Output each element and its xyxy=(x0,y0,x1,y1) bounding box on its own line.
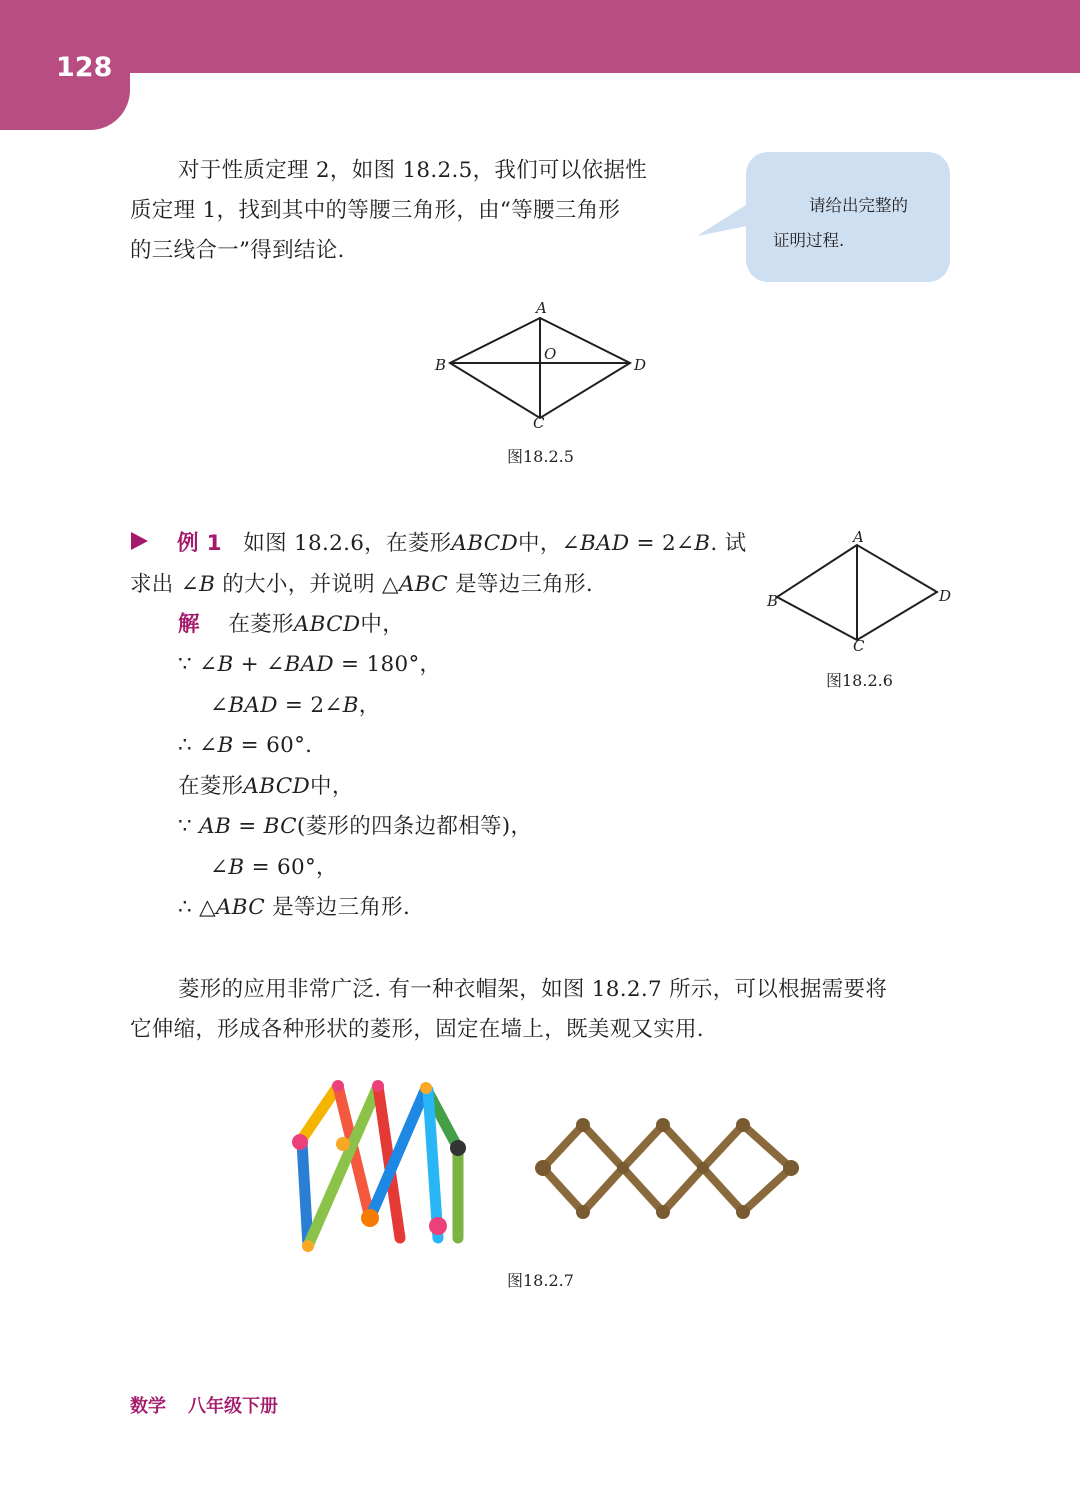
example1-question-line-1: 例 1 如图 18.2.6，在菱形ABCD中，∠BAD = 2∠B. 试 xyxy=(177,531,747,556)
footer-grade: 八年级下册 xyxy=(188,1396,278,1417)
fig1-label-c: C xyxy=(533,414,545,432)
solution-line-8: ∴ △ABC 是等边三角形. xyxy=(178,895,411,920)
solution-label: 解 xyxy=(178,612,200,637)
fig2-caption: 图18.2.6 xyxy=(826,671,893,690)
wooden-hat-rack-photo xyxy=(535,1110,800,1230)
fig1-label-d: D xyxy=(634,356,647,374)
fig2-label-a: A xyxy=(853,528,864,546)
fig1-label-b: B xyxy=(435,356,447,374)
solution-line-7: ∠B = 60°， xyxy=(210,855,338,880)
fig2-label-c: C xyxy=(853,637,865,655)
solution-line-6: ∵ AB = BC(菱形的四条边都相等)， xyxy=(178,814,533,839)
fig2-label-d: D xyxy=(939,587,952,605)
fig2-label-b: B xyxy=(767,592,779,610)
fig1-label-a: A xyxy=(536,299,547,317)
hint-bubble xyxy=(746,152,950,282)
bubble-line-1: 请给出完整的 xyxy=(809,196,908,215)
solution-line-3: ∠BAD = 2∠B， xyxy=(210,693,381,718)
example1-question-line-2: 求出 ∠B 的大小，并说明 △ABC 是等边三角形. xyxy=(130,572,594,597)
footer-subject: 数学 xyxy=(130,1396,166,1417)
solution-line-2: ∵ ∠B + ∠BAD = 180°， xyxy=(178,652,442,677)
intro-line-2: 质定理 1，找到其中的等腰三角形，由“等腰三角形 xyxy=(130,198,621,223)
fig1-label-o: O xyxy=(544,345,557,363)
colorful-hat-rack-photo xyxy=(278,1078,478,1258)
figure-18-2-5-rhombus xyxy=(440,300,650,435)
page-number: 128 xyxy=(56,52,113,83)
solution-line-1: 解 在菱形ABCD中， xyxy=(178,612,404,637)
solution-line-5: 在菱形ABCD中， xyxy=(178,774,354,799)
fig1-caption: 图18.2.5 xyxy=(507,447,574,466)
fig3-caption: 图18.2.7 xyxy=(507,1271,574,1290)
intro-line-1: 对于性质定理 2，如图 18.2.5，我们可以依据性 xyxy=(178,158,648,183)
bubble-line-2: 证明过程. xyxy=(773,231,845,250)
example1-label: 例 1 xyxy=(177,531,222,556)
footer xyxy=(130,1392,300,1418)
application-line-2: 它伸缩，形成各种形状的菱形，固定在墙上，既美观又实用. xyxy=(130,1017,704,1042)
example-marker-icon xyxy=(131,532,148,550)
intro-line-3: 的三线合一”得到结论. xyxy=(130,238,345,263)
header-band xyxy=(0,0,1080,73)
application-line-1: 菱形的应用非常广泛. 有一种衣帽架，如图 18.2.7 所示，可以根据需要将 xyxy=(178,977,888,1002)
solution-line-4: ∴ ∠B = 60°. xyxy=(178,733,313,758)
